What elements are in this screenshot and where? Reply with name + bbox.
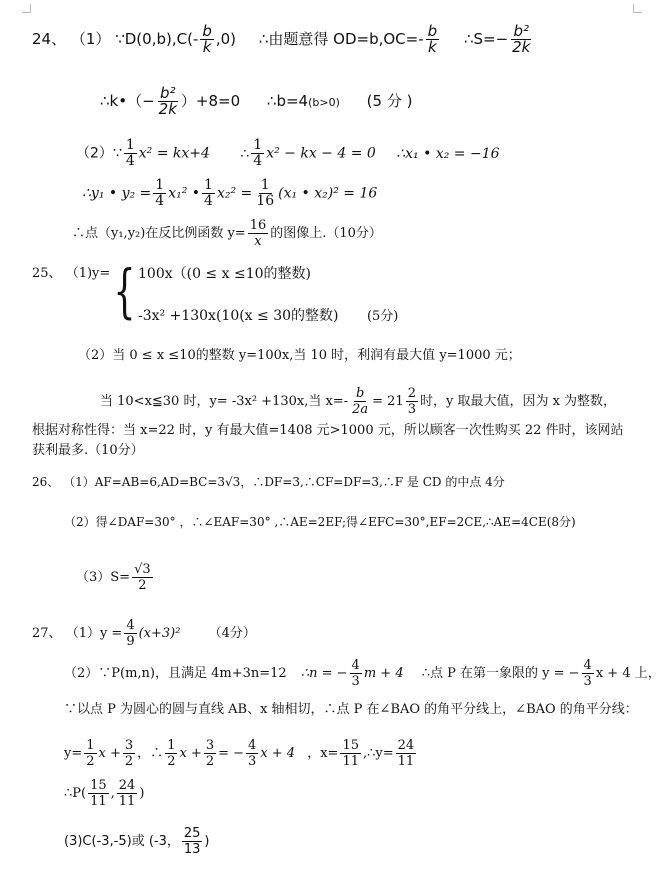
denominator: 2a	[352, 402, 369, 417]
q24-text: x₁² •	[168, 185, 201, 202]
q27-text: x +	[98, 746, 121, 761]
fraction	[117, 778, 138, 809]
q26-number: 26、	[32, 475, 60, 489]
q27-line-1	[32, 618, 256, 649]
denominator: 3	[583, 674, 592, 689]
denominator: 11	[342, 754, 359, 769]
numerator: b	[202, 22, 212, 40]
q24-text: (x₁ • x₂)² = 16	[278, 185, 378, 202]
q24-number: 24、	[32, 30, 67, 48]
q25-case-text: -3x² +130x(10(x ≤ 30的整数)	[138, 308, 339, 324]
piecewise-brace: {	[113, 257, 136, 325]
numerator: 15	[90, 778, 107, 793]
numerator: 24	[118, 778, 136, 793]
fraction	[132, 562, 153, 593]
q26-text: （3）S=	[76, 570, 131, 585]
numerator: 1	[86, 738, 95, 753]
q24-part1-label: （1）	[70, 30, 111, 48]
denominator: 2	[124, 754, 134, 769]
q24-text: ∴y₁ • y₂ =	[82, 185, 152, 202]
q24-text: ∴S=−	[463, 30, 509, 48]
denominator: 3	[407, 402, 416, 417]
q27-text: ∴点 P 在第一象限的 y = −	[421, 666, 580, 681]
q24-line-5	[72, 218, 382, 249]
denominator: 3	[351, 674, 360, 689]
numerator: 25	[183, 826, 201, 841]
denominator: 11	[118, 794, 136, 809]
q24-text: x² − kx − 4 = 0	[266, 145, 376, 162]
q27-text: (3)C(-3,-5)或 (-3，	[64, 834, 180, 849]
fraction	[350, 386, 370, 417]
q27-text: = −	[218, 746, 245, 761]
fraction	[396, 738, 417, 769]
q24-line-3	[76, 138, 500, 169]
fraction	[406, 386, 418, 417]
q27-text: (x+3)²	[138, 626, 181, 641]
denominator: 11	[90, 794, 107, 809]
denominator: 4	[155, 193, 165, 209]
q24-text: ）+8=0	[180, 92, 241, 110]
numerator: 16	[249, 218, 267, 233]
fraction	[157, 86, 179, 117]
q25-text: （2）当 0 ≤ x ≤10的整数 y=100x,当 10 时，利润有最大值 y=1000 元；	[78, 348, 521, 363]
q27-score: （4分）	[208, 626, 256, 641]
fraction	[124, 618, 136, 649]
q25-text: 获利最多.（10分）	[32, 443, 144, 458]
fraction	[124, 138, 137, 169]
fraction	[582, 658, 594, 689]
fraction	[510, 24, 532, 55]
denominator: 13	[183, 842, 201, 857]
q24-line-4	[82, 178, 377, 209]
fraction	[202, 178, 215, 209]
q25-text: 根据对称性得：当 x=22 时，y 有最大值=1408 元>1000 元，所以顾客一次性购买 22 件时，该网站	[32, 423, 624, 438]
denominator: 4	[125, 153, 135, 169]
q26-text: （2）得∠DAF=30° ，∴∠EAF=30° ,∴AE=2EF;得∠EFC=30°,EF=2CE,∴AE=4CE(8分)	[64, 515, 576, 529]
denominator: k	[202, 38, 212, 56]
denominator: 3	[248, 754, 257, 769]
q25-line-3	[100, 386, 616, 417]
q27-line-6	[64, 826, 209, 857]
denominator: 9	[126, 634, 135, 649]
page-corner-mark-left	[22, 4, 31, 13]
numerator: 24	[397, 738, 415, 753]
denominator: 2	[86, 754, 95, 769]
denominator: 2k	[512, 38, 531, 56]
q27-text: m + 4	[363, 666, 404, 681]
fraction	[84, 738, 96, 769]
q27-text: （2）∵P(m,n)，且满足 4m+3n=12	[64, 666, 287, 681]
fraction	[251, 138, 264, 169]
denominator: 4	[253, 153, 263, 169]
numerator: √3	[134, 562, 151, 577]
q24-text: ∴点（y₁,y₂)在反比例函数 y=	[72, 226, 246, 241]
q27-text: ∵以点 P 为圆心的圆与直线 AB、x 轴相切，∴点 P 在∠BAO 的角平分线上，∠BAO 的角平分线：	[64, 702, 638, 717]
q27-text: ,∴y=	[363, 746, 394, 761]
q25-text: = 21	[372, 394, 404, 409]
q27-line-4	[64, 738, 418, 769]
q27-text: x +	[179, 746, 202, 761]
numerator: 1	[204, 177, 213, 193]
q25-case-2	[138, 306, 398, 327]
q25-text: （1)y=	[65, 266, 111, 281]
fraction	[182, 826, 203, 857]
page-corner-mark-right	[633, 4, 642, 13]
denominator: 4	[204, 193, 213, 209]
denominator: 2	[138, 578, 147, 593]
q27-text: ，∴	[137, 746, 164, 761]
q27-text: ∴P(	[64, 786, 87, 801]
q25-line-4	[32, 421, 624, 441]
q24-text: 的图像上.（10分）	[270, 226, 382, 241]
q24-text: （2）∵	[76, 145, 122, 162]
q24-text: ,0)	[215, 30, 237, 48]
q27-line-2	[64, 658, 661, 689]
fraction	[254, 178, 276, 209]
q25-case-text: 100x（(0 ≤ x ≤10的整数)	[138, 266, 311, 282]
fraction	[165, 738, 177, 769]
numerator: 1	[260, 177, 270, 193]
numerator: b²	[160, 84, 176, 102]
q26-line-2	[64, 512, 576, 532]
q24-text: ∴x₁ • x₂ = −16	[396, 145, 500, 162]
fraction	[200, 24, 214, 55]
q27-text: )	[204, 834, 210, 849]
denominator: k	[428, 38, 437, 56]
denominator: 16	[256, 193, 275, 209]
denominator: 2	[205, 754, 215, 769]
q26-line-1	[32, 472, 505, 492]
numerator: b	[355, 386, 365, 401]
q27-text: （1）y =	[65, 626, 123, 641]
numerator: 3	[205, 738, 215, 753]
q27-text: ，x=	[307, 746, 339, 761]
q24-line-1	[32, 24, 534, 55]
fraction	[204, 738, 216, 769]
q27-number: 27、	[32, 626, 62, 641]
q24-text: ∴k•（−	[100, 92, 155, 110]
q25-case-1	[138, 264, 311, 284]
q24-text: ∵D(0,b),C(-	[115, 30, 199, 48]
numerator: 1	[167, 738, 176, 753]
q25-text: 时，y 取最大值，因为 x 为整数，	[419, 394, 617, 409]
numerator: 4	[583, 658, 592, 673]
q27-text: )	[139, 786, 145, 801]
q26-line-3	[76, 562, 155, 593]
fraction	[248, 218, 269, 249]
q26-text: （1）AF=AB=6,AD=BC=3√3，∴DF=3,∴CF=DF=3,∴F 是 CD 的中点 4分	[63, 475, 505, 489]
fraction	[340, 738, 361, 769]
q27-line-3	[64, 700, 638, 720]
q25-text: 当 10<x≦30 时，y= -3x² +130x,当 x=-	[100, 394, 349, 409]
q24-text: x₂² =	[216, 185, 253, 202]
numerator: 4	[351, 658, 360, 673]
q24-text: ∴由题意得 OD=b,OC=-	[258, 30, 424, 48]
q27-line-5	[64, 778, 144, 809]
fraction	[153, 178, 166, 209]
fraction	[88, 778, 109, 809]
numerator: b	[427, 22, 438, 40]
q24-text: x² = kx+4	[138, 145, 210, 162]
fraction	[350, 658, 362, 689]
numerator: 1	[155, 177, 165, 193]
numerator: 4	[126, 618, 135, 633]
q25-line-1	[32, 264, 110, 284]
numerator: 15	[342, 738, 359, 753]
q27-text: y=	[64, 746, 83, 761]
q25-score: (5分)	[366, 309, 399, 324]
denominator: 2k	[158, 100, 177, 118]
q25-number: 25、	[32, 266, 62, 281]
denominator: 11	[397, 754, 415, 769]
q25-line-5	[32, 441, 144, 461]
denominator: 2	[167, 754, 176, 769]
numerator: 2	[407, 386, 416, 401]
q24-score: (5 分 )	[366, 92, 413, 110]
numerator: 3	[124, 738, 134, 753]
q24-text: (b>0)	[308, 96, 340, 109]
q25-line-2	[78, 346, 521, 366]
q27-text: x + 4 上，	[595, 666, 661, 681]
numerator: 1	[125, 137, 135, 153]
numerator: b²	[513, 22, 530, 40]
numerator: 4	[248, 738, 257, 753]
q27-text: ,	[110, 786, 115, 801]
fraction	[123, 738, 135, 769]
fraction	[246, 738, 258, 769]
q24-text: ∴b=4	[266, 92, 309, 110]
q27-text: ∴n = −	[300, 666, 348, 681]
q27-text: x + 4	[260, 746, 296, 761]
q24-line-2	[100, 86, 412, 117]
numerator: 1	[253, 137, 263, 153]
denominator: x	[254, 234, 262, 249]
fraction	[426, 24, 440, 55]
q24-text: ∴	[240, 145, 250, 162]
